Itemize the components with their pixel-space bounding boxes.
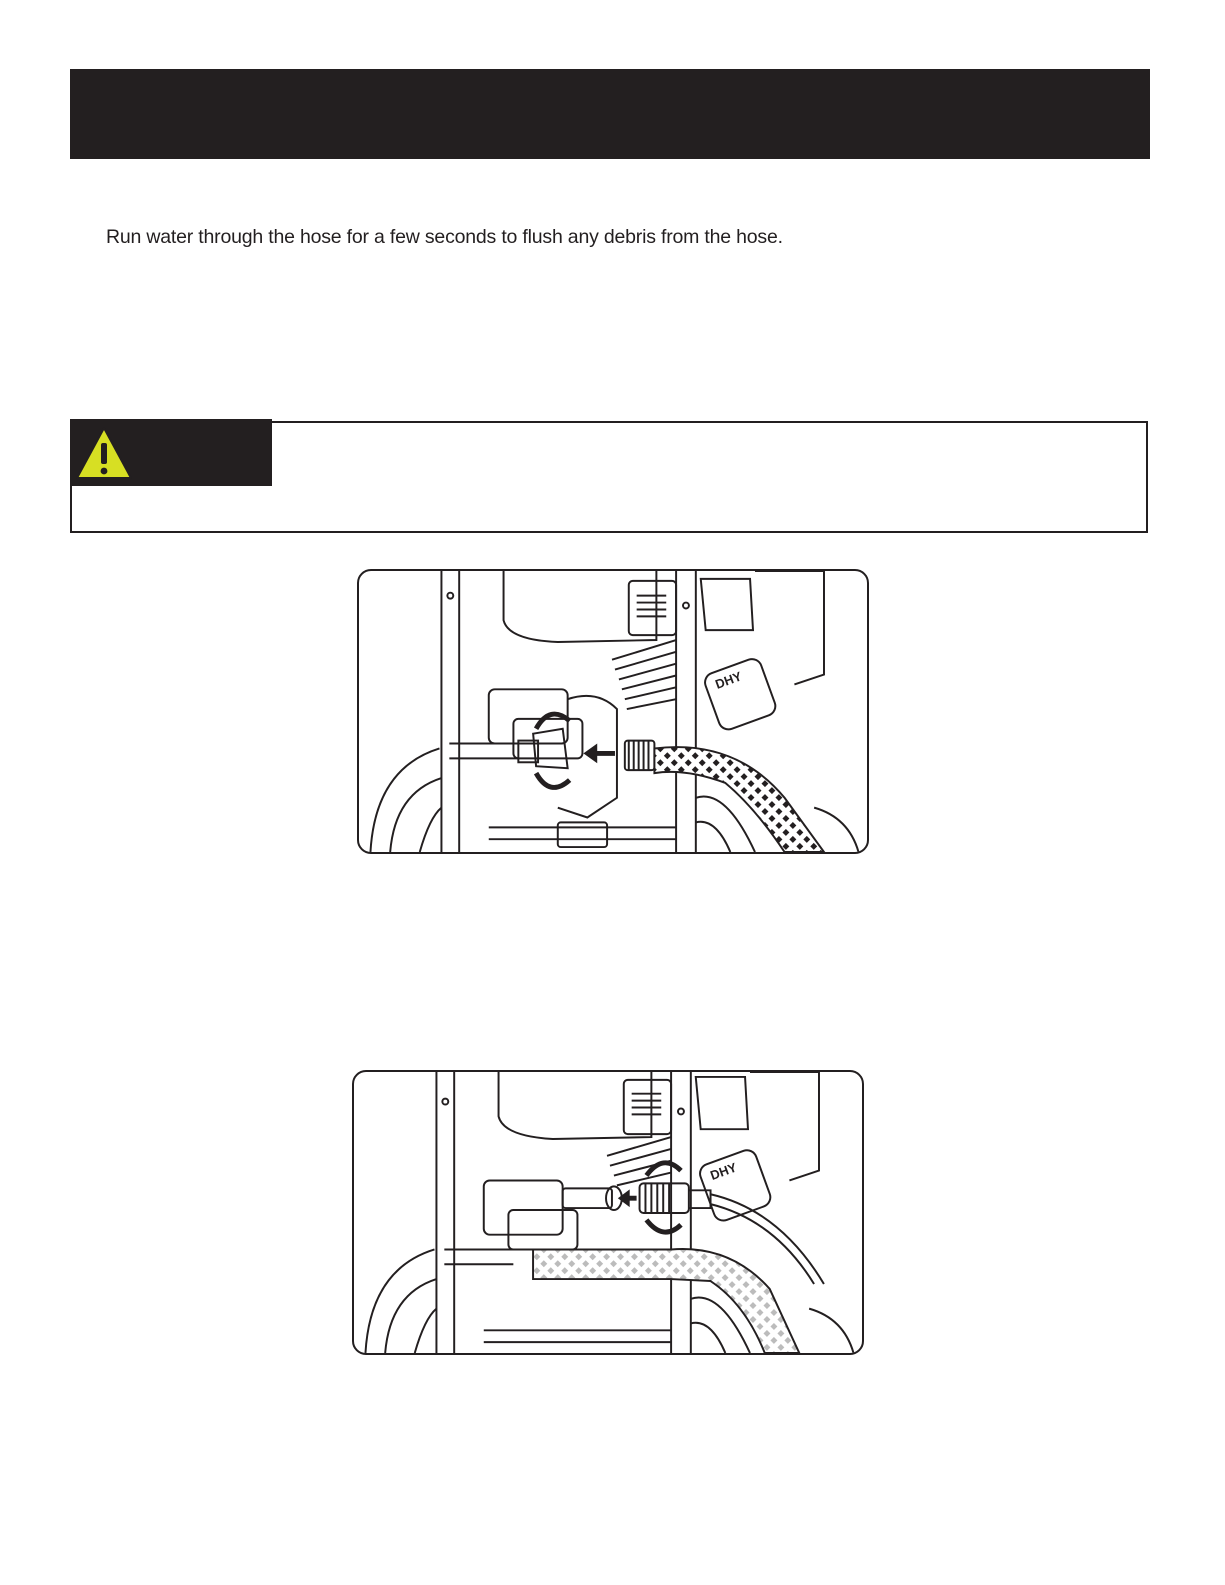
figure-connect-high-pressure-hose — [352, 1070, 864, 1355]
figure-connect-water-hose — [357, 569, 869, 854]
section-header-bar — [70, 69, 1150, 159]
pressure-washer-illustration-2 — [354, 1072, 862, 1353]
svg-text:DHY: DHY — [713, 668, 744, 692]
svg-text:DHY: DHY — [708, 1159, 739, 1183]
pressure-washer-illustration-1 — [359, 571, 867, 852]
instruction-text: Run water through the hose for a few seconds to flush any debris from the hose. — [106, 226, 783, 248]
warning-label — [70, 419, 272, 486]
warning-triangle-icon — [74, 425, 134, 481]
